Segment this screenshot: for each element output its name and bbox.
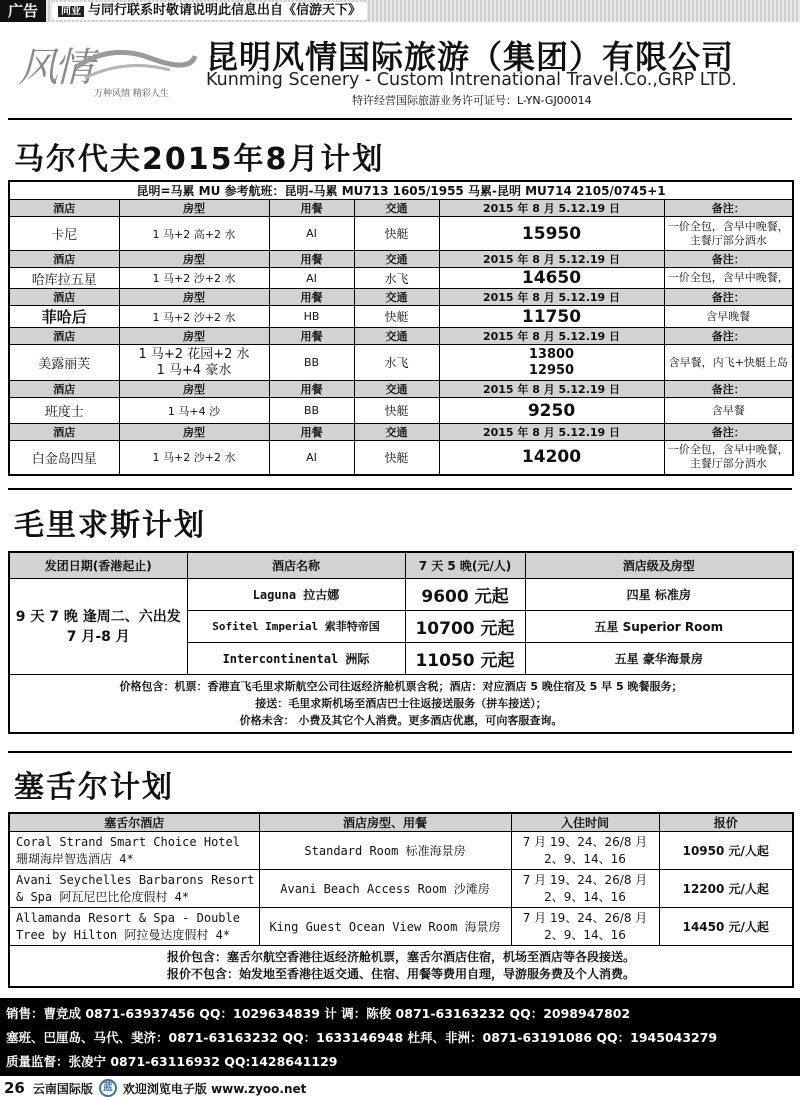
col-header: 房型 bbox=[119, 289, 269, 306]
col-header: 备注： bbox=[664, 328, 793, 345]
mauritius-title: 毛里求斯计划 bbox=[14, 508, 206, 543]
meal-plan: BB bbox=[269, 345, 354, 381]
website-slogan: 欢迎浏览电子版 www.zyoo.net bbox=[122, 1081, 307, 1096]
col-header: 房型 bbox=[119, 381, 269, 398]
contact-row: 塞班、巴厘岛、马代、斐济：0871-63163232 QQ：1633146948 杜拜、非洲：0871-63191086 QQ：1945043279 bbox=[6, 1030, 718, 1045]
hotel-name: 卡尼 bbox=[9, 217, 119, 251]
company-logo bbox=[10, 30, 200, 110]
ad-prefix: 同业 bbox=[58, 6, 84, 17]
col-header: 2015 年 8 月 5.12.19 日 bbox=[439, 328, 664, 345]
col-header: 备注： bbox=[664, 424, 793, 441]
col-header: 备注： bbox=[664, 289, 793, 306]
price: 11050 元起 bbox=[405, 642, 525, 674]
hotel-name: Intercontinental 洲际 bbox=[187, 642, 405, 674]
price-line: 12950 bbox=[528, 362, 575, 378]
price: 15950 bbox=[439, 217, 664, 251]
col-header: 备注： bbox=[664, 200, 793, 217]
hotel-header-row bbox=[9, 200, 793, 217]
room-type-line: 1 马+4 豪水 bbox=[156, 362, 232, 378]
transport: 快艇 bbox=[354, 306, 439, 328]
meal-plan: BB bbox=[269, 398, 354, 424]
license-number: 特许经营国际旅游业务许可证号：L-YN-GJ00014 bbox=[352, 94, 592, 107]
col-header: 用餐 bbox=[269, 289, 354, 306]
col-header: 用餐 bbox=[269, 328, 354, 345]
room-type: Standard Room 标准海景房 bbox=[259, 832, 511, 870]
hotel-header-row bbox=[9, 289, 793, 306]
hotel-name: 菲哈后 bbox=[9, 306, 119, 328]
col-header: 交通 bbox=[354, 328, 439, 345]
ad-notice-text: 与同行联系时敬请说明此信息出自《信游天下》 bbox=[88, 3, 362, 18]
col-header: 塞舌尔酒店 bbox=[9, 813, 259, 832]
room-type: 1 马+4 沙 bbox=[119, 398, 269, 424]
company-header bbox=[0, 24, 800, 112]
room-type: 1 马+2 沙+2 水 bbox=[119, 268, 269, 289]
transport: 快艇 bbox=[354, 441, 439, 475]
checkin-dates: 7 月 19、24、26/8 月 2、9、14、16 bbox=[511, 870, 659, 908]
col-header: 交通 bbox=[354, 424, 439, 441]
note: 含早餐 bbox=[664, 398, 793, 424]
price-notes bbox=[9, 946, 793, 988]
transport: 水飞 bbox=[354, 345, 439, 381]
price: 12200 元/人起 bbox=[659, 870, 793, 908]
price: 14450 元/人起 bbox=[659, 908, 793, 946]
price-line: 13800 bbox=[528, 346, 575, 362]
col-header: 用餐 bbox=[269, 424, 354, 441]
meal-plan: HB bbox=[269, 306, 354, 328]
col-header: 2015 年 8 月 5.12.19 日 bbox=[439, 289, 664, 306]
price: 9250 bbox=[439, 398, 664, 424]
hotel-name: Laguna 拉古娜 bbox=[187, 578, 405, 610]
col-header: 房型 bbox=[119, 251, 269, 268]
contact-row: 销售：曹竞成 0871-63937456 QQ：1029634839 计 调：陈俊 0871-63163232 QQ：2098947802 bbox=[6, 1006, 631, 1021]
seychelles-title: 塞舌尔计划 bbox=[14, 770, 174, 805]
col-header: 报价 bbox=[659, 813, 793, 832]
hotel-row bbox=[9, 217, 793, 251]
magazine-name: 云南国际版 bbox=[32, 1081, 93, 1096]
hotel-name: 白金岛四星 bbox=[9, 441, 119, 475]
transport: 快艇 bbox=[354, 398, 439, 424]
magazine-badge-icon: 蓝 bbox=[99, 1079, 117, 1097]
hotel-name: 美露丽芙 bbox=[9, 345, 119, 381]
hotel-row bbox=[9, 306, 793, 328]
hotel-name: Avani Seychelles Barbarons Resort & Spa 阿瓦尼巴比伦度假村 4* bbox=[9, 870, 259, 908]
col-header: 入住时间 bbox=[511, 813, 659, 832]
price: 14200 bbox=[439, 441, 664, 475]
room-type: Avani Beach Access Room 沙滩房 bbox=[259, 870, 511, 908]
price: 11750 bbox=[439, 306, 664, 328]
col-header: 酒店 bbox=[9, 251, 119, 268]
maldives-title: 马尔代夫2015年8月计划 bbox=[14, 142, 385, 177]
logo-chars: 风情 bbox=[18, 45, 90, 91]
logo-swoosh-icon bbox=[70, 38, 200, 88]
checkin-dates: 7 月 19、24、26/8 月 2、9、14、16 bbox=[511, 908, 659, 946]
company-name-en: Kunming Scenery - Custom Intrenational Travel.Co.,GRP LTD. bbox=[206, 70, 737, 90]
hotel-name: Coral Strand Smart Choice Hotel 珊瑚海岸智选酒店 4* bbox=[9, 832, 259, 870]
hotel-row bbox=[9, 345, 793, 381]
col-header: 房型 bbox=[119, 424, 269, 441]
meal-plan: AI bbox=[269, 268, 354, 289]
note: 一价全包，含早中晚餐， bbox=[664, 268, 793, 289]
col-header: 酒店级及房型 bbox=[525, 552, 793, 578]
note-line: 报价包含：塞舌尔航空香港往返经济舱机票，塞舌尔酒店住宿，机场至酒店等各段接送。 bbox=[166, 950, 635, 964]
departure-info: 9 天 7 晚 逢周二、六出发 7 月-8 月 bbox=[9, 578, 187, 674]
col-header: 酒店 bbox=[9, 200, 119, 217]
note: 含早餐，内飞+快艇上岛 bbox=[664, 345, 793, 381]
col-header: 备注： bbox=[664, 381, 793, 398]
col-header: 酒店名称 bbox=[187, 552, 405, 578]
col-header: 酒店 bbox=[9, 381, 119, 398]
col-header: 2015 年 8 月 5.12.19 日 bbox=[439, 381, 664, 398]
hotel-header-row bbox=[9, 328, 793, 345]
note: 含早晚餐 bbox=[664, 306, 793, 328]
meal-plan: AI bbox=[269, 441, 354, 475]
ad-notice bbox=[52, 2, 367, 20]
hotel-row bbox=[9, 441, 793, 475]
transport: 快艇 bbox=[354, 217, 439, 251]
col-header: 发团日期(香港起止) bbox=[9, 552, 187, 578]
hotel-header-row bbox=[9, 251, 793, 268]
note-line: 价格未含： 小费及其它个人消费。更多酒店优惠，可向客服查询。 bbox=[239, 713, 563, 727]
col-header: 用餐 bbox=[269, 381, 354, 398]
checkin-dates: 7 月 19、24、26/8 月 2、9、14、16 bbox=[511, 832, 659, 870]
col-header: 酒店房型、用餐 bbox=[259, 813, 511, 832]
col-header: 酒店 bbox=[9, 328, 119, 345]
ad-tag: 广告 bbox=[0, 0, 46, 22]
divider bbox=[8, 488, 792, 490]
meal-plan: AI bbox=[269, 217, 354, 251]
note: 一价全包，含早中晚餐，主餐厅部分酒水 bbox=[664, 441, 793, 475]
seychelles-table bbox=[8, 812, 794, 988]
hotel-header-row bbox=[9, 424, 793, 441]
room-level: 五星 豪华海景房 bbox=[525, 642, 793, 674]
col-header: 房型 bbox=[119, 328, 269, 345]
maldives-table bbox=[8, 180, 794, 476]
hotel-row bbox=[9, 398, 793, 424]
note-line: 接送：毛里求斯机场至酒店巴士往返接送服务（拼车接送）； bbox=[255, 696, 547, 710]
col-header: 用餐 bbox=[269, 200, 354, 217]
room-level: 五星 Superior Room bbox=[525, 610, 793, 642]
price bbox=[439, 345, 664, 381]
col-header: 交通 bbox=[354, 381, 439, 398]
hotel-name: 班度士 bbox=[9, 398, 119, 424]
company-name-cn: 昆明风情国际旅游（集团）有限公司 bbox=[206, 38, 735, 76]
room-type-line: 1 马+2 花园+2 水 bbox=[138, 346, 250, 362]
room-level: 四星 标准房 bbox=[525, 578, 793, 610]
note-line: 报价不包含：始发地至香港往返交通、住宿、用餐等费用自理，导游服务费及个人消费。 bbox=[166, 967, 635, 981]
ad-banner bbox=[0, 0, 800, 22]
note-line: 价格包含：机票：香港直飞毛里求斯航空公司往返经济舱机票含税；酒店：对应酒店 5 晚住宿及 5 早 5 晚餐服务； bbox=[119, 679, 683, 693]
page-bottom bbox=[0, 1076, 800, 1100]
col-header: 交通 bbox=[354, 289, 439, 306]
divider bbox=[8, 751, 792, 753]
divider bbox=[8, 118, 792, 120]
col-header: 交通 bbox=[354, 200, 439, 217]
hotel-row bbox=[9, 268, 793, 289]
room-type: King Guest Ocean View Room 海景房 bbox=[259, 908, 511, 946]
col-header: 2015 年 8 月 5.12.19 日 bbox=[439, 251, 664, 268]
col-header: 酒店 bbox=[9, 289, 119, 306]
col-header: 2015 年 8 月 5.12.19 日 bbox=[439, 424, 664, 441]
room-type bbox=[119, 345, 269, 381]
contact-footer bbox=[0, 998, 800, 1076]
col-header: 2015 年 8 月 5.12.19 日 bbox=[439, 200, 664, 217]
price: 10950 元/人起 bbox=[659, 832, 793, 870]
col-header: 交通 bbox=[354, 251, 439, 268]
col-header: 酒店 bbox=[9, 424, 119, 441]
page-number: 26 bbox=[4, 1079, 25, 1097]
price: 9600 元起 bbox=[405, 578, 525, 610]
hotel-header-row bbox=[9, 381, 793, 398]
note: 一价全包，含早中晚餐，主餐厅部分酒水 bbox=[664, 217, 793, 251]
hotel-name: 哈库拉五星 bbox=[9, 268, 119, 289]
transport: 水飞 bbox=[354, 268, 439, 289]
flight-info: 昆明=马累 MU 参考航班：昆明-马累 MU713 1605/1955 马累-昆明 MU714 2105/0745+1 bbox=[9, 181, 793, 200]
col-header: 备注： bbox=[664, 251, 793, 268]
price: 14650 bbox=[439, 268, 664, 289]
room-type: 1 马+2 沙+2 水 bbox=[119, 306, 269, 328]
col-header: 用餐 bbox=[269, 251, 354, 268]
mauritius-table bbox=[8, 551, 794, 734]
hotel-name: Allamanda Resort & Spa - Double Tree by Hilton 阿拉曼达度假村 4* bbox=[9, 908, 259, 946]
price-notes bbox=[9, 674, 793, 733]
price: 10700 元起 bbox=[405, 610, 525, 642]
hotel-name: Sofitel Imperial 索菲特帝国 bbox=[187, 610, 405, 642]
logo-tagline: 万种风情 精彩人生 bbox=[94, 89, 169, 99]
room-type: 1 马+2 沙+2 水 bbox=[119, 441, 269, 475]
col-header: 房型 bbox=[119, 200, 269, 217]
col-header: 7 天 5 晚(元/人) bbox=[405, 552, 525, 578]
contact-row: 质量监督：张凌宁 0871-63116932 QQ:1428641129 bbox=[6, 1054, 338, 1069]
room-type: 1 马+2 高+2 水 bbox=[119, 217, 269, 251]
